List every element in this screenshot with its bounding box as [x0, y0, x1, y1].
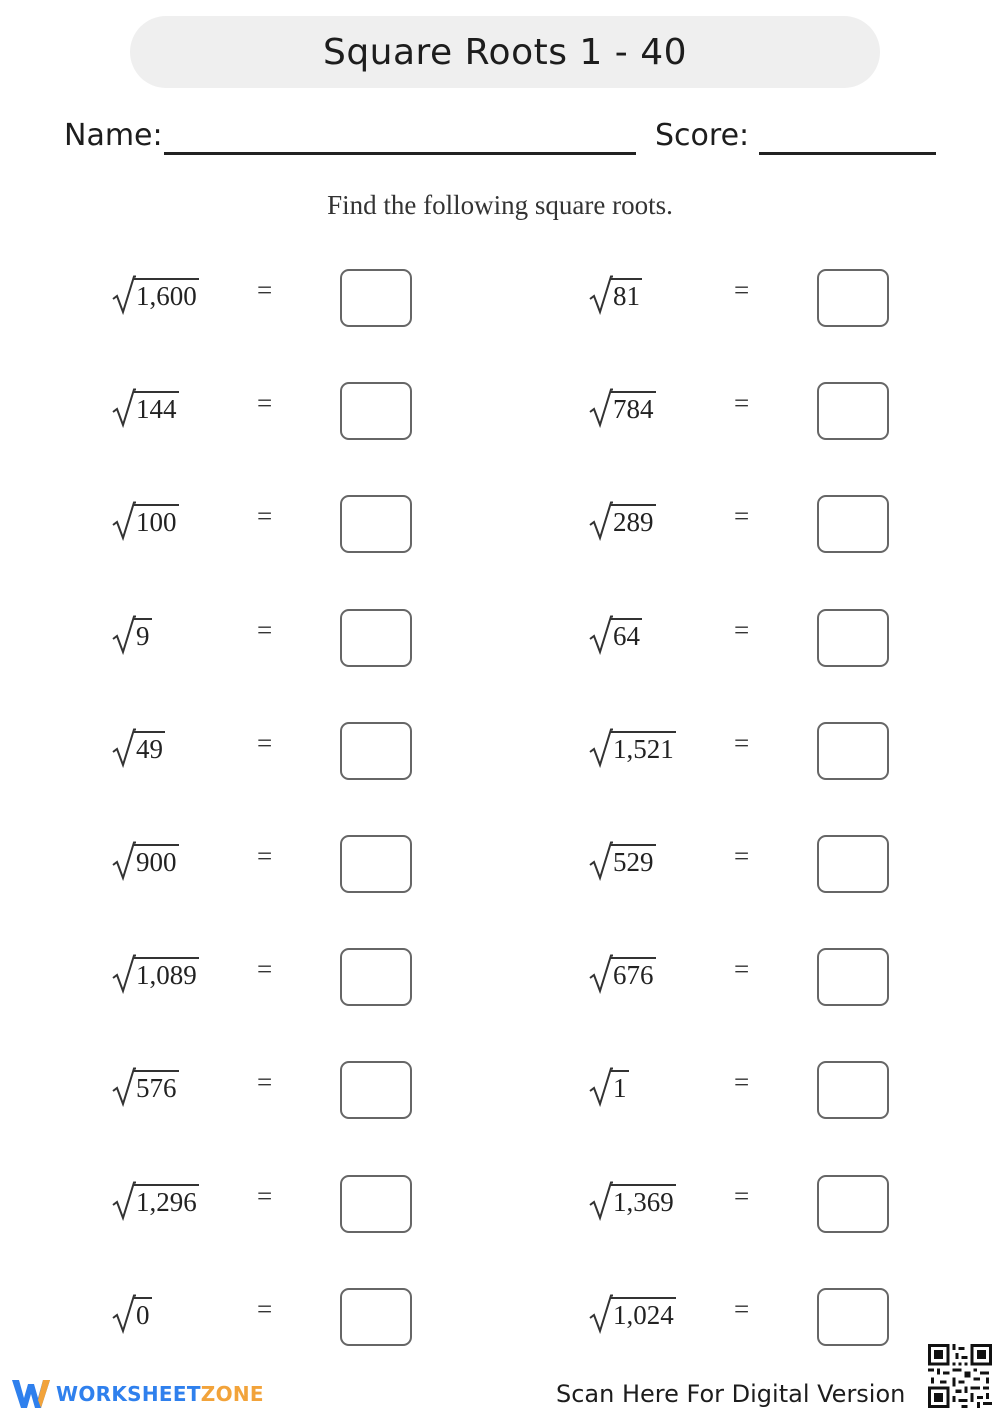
equals-sign: = [257, 615, 273, 645]
name-field[interactable] [164, 152, 636, 155]
radical-sign-icon [589, 1181, 613, 1221]
answer-box[interactable] [817, 835, 889, 893]
equals-sign: = [257, 275, 273, 305]
answer-box[interactable] [817, 722, 889, 780]
radicand: 81 [611, 278, 642, 312]
answer-box[interactable] [817, 382, 889, 440]
radicand: 576 [134, 1070, 179, 1104]
radicand: 1,296 [134, 1184, 199, 1218]
equals-sign: = [257, 1294, 273, 1324]
brand-logo [10, 1376, 264, 1412]
problem-item [112, 609, 432, 669]
brand-name [56, 1382, 264, 1406]
problem-item [112, 948, 432, 1008]
equals-sign: = [734, 841, 750, 871]
equals-sign: = [734, 954, 750, 984]
answer-box[interactable] [340, 1175, 412, 1233]
equals-sign: = [734, 728, 750, 758]
answer-box[interactable] [817, 1061, 889, 1119]
equals-sign: = [257, 1067, 273, 1097]
radicand: 1,369 [611, 1184, 676, 1218]
radical-sign-icon [112, 728, 136, 768]
score-label: Score: [655, 118, 750, 153]
equals-sign: = [257, 841, 273, 871]
radical-sign-icon [589, 1294, 613, 1334]
problem-item [112, 382, 432, 442]
radical-sign-icon [589, 615, 613, 655]
equals-sign: = [257, 954, 273, 984]
answer-box[interactable] [817, 1288, 889, 1346]
equals-sign: = [734, 1294, 750, 1324]
radical-sign-icon [112, 275, 136, 315]
radical-sign-icon [589, 275, 613, 315]
radical-sign-icon [589, 728, 613, 768]
title-bar [130, 16, 880, 88]
problem-item [589, 1061, 909, 1121]
answer-box[interactable] [817, 495, 889, 553]
radical-sign-icon [112, 1067, 136, 1107]
radicand: 676 [611, 957, 656, 991]
radicand: 289 [611, 504, 656, 538]
radical-sign-icon [589, 841, 613, 881]
equals-sign: = [257, 388, 273, 418]
answer-box[interactable] [340, 495, 412, 553]
equals-sign: = [734, 1181, 750, 1211]
radicand: 1,600 [134, 278, 199, 312]
problem-item [112, 495, 432, 555]
problem-item [589, 835, 909, 895]
problem-item [589, 495, 909, 555]
equals-sign: = [734, 501, 750, 531]
problem-item [589, 948, 909, 1008]
answer-box[interactable] [817, 269, 889, 327]
problem-item [112, 835, 432, 895]
radical-sign-icon [112, 1294, 136, 1334]
problem-item [112, 1175, 432, 1235]
radicand: 9 [134, 618, 152, 652]
problem-item [112, 1061, 432, 1121]
scan-instruction: Scan Here For Digital Version [556, 1380, 906, 1408]
equals-sign: = [734, 388, 750, 418]
instructions: Find the following square roots. [327, 190, 673, 220]
equals-sign: = [734, 615, 750, 645]
radical-sign-icon [112, 615, 136, 655]
answer-box[interactable] [340, 609, 412, 667]
equals-sign: = [734, 275, 750, 305]
answer-box[interactable] [340, 1288, 412, 1346]
equals-sign: = [257, 728, 273, 758]
radical-sign-icon [589, 501, 613, 541]
radicand: 1 [611, 1070, 629, 1104]
problem-item [589, 1288, 909, 1348]
answer-box[interactable] [817, 1175, 889, 1233]
radicand: 900 [134, 844, 179, 878]
brand-name-part1: WORKSHEET [56, 1382, 201, 1406]
worksheetzone-w-logo-icon [10, 1376, 52, 1412]
radical-sign-icon [112, 501, 136, 541]
score-field[interactable] [759, 152, 936, 155]
radicand: 784 [611, 391, 656, 425]
radical-sign-icon [112, 388, 136, 428]
radicand: 1,024 [611, 1297, 676, 1331]
qr-code-icon[interactable] [928, 1344, 992, 1408]
answer-box[interactable] [340, 269, 412, 327]
student-info-row [0, 118, 1000, 158]
problem-item [589, 269, 909, 329]
problem-item [589, 609, 909, 669]
name-label: Name: [64, 118, 163, 153]
radical-sign-icon [589, 388, 613, 428]
radicand: 64 [611, 618, 642, 652]
problem-item [589, 1175, 909, 1235]
radicand: 529 [611, 844, 656, 878]
radicand: 1,521 [611, 731, 676, 765]
radicand: 0 [134, 1297, 152, 1331]
answer-box[interactable] [817, 609, 889, 667]
answer-box[interactable] [340, 835, 412, 893]
equals-sign: = [257, 501, 273, 531]
radical-sign-icon [589, 1067, 613, 1107]
page-title: Square Roots 1 - 40 [322, 31, 688, 73]
equals-sign: = [734, 1067, 750, 1097]
radical-sign-icon [112, 954, 136, 994]
radical-sign-icon [589, 954, 613, 994]
problem-item [112, 722, 432, 782]
radicand: 100 [134, 504, 179, 538]
radical-sign-icon [112, 1181, 136, 1221]
radicand: 1,089 [134, 957, 199, 991]
radicand: 49 [134, 731, 165, 765]
problem-item [589, 722, 909, 782]
answer-box[interactable] [340, 382, 412, 440]
radicand: 144 [134, 391, 179, 425]
answer-box[interactable] [340, 948, 412, 1006]
answer-box[interactable] [340, 722, 412, 780]
equals-sign: = [257, 1181, 273, 1211]
brand-name-part2: ZONE [200, 1382, 264, 1406]
answer-box[interactable] [817, 948, 889, 1006]
answer-box[interactable] [340, 1061, 412, 1119]
problem-item [112, 269, 432, 329]
radical-sign-icon [112, 841, 136, 881]
problem-item [112, 1288, 432, 1348]
problem-item [589, 382, 909, 442]
